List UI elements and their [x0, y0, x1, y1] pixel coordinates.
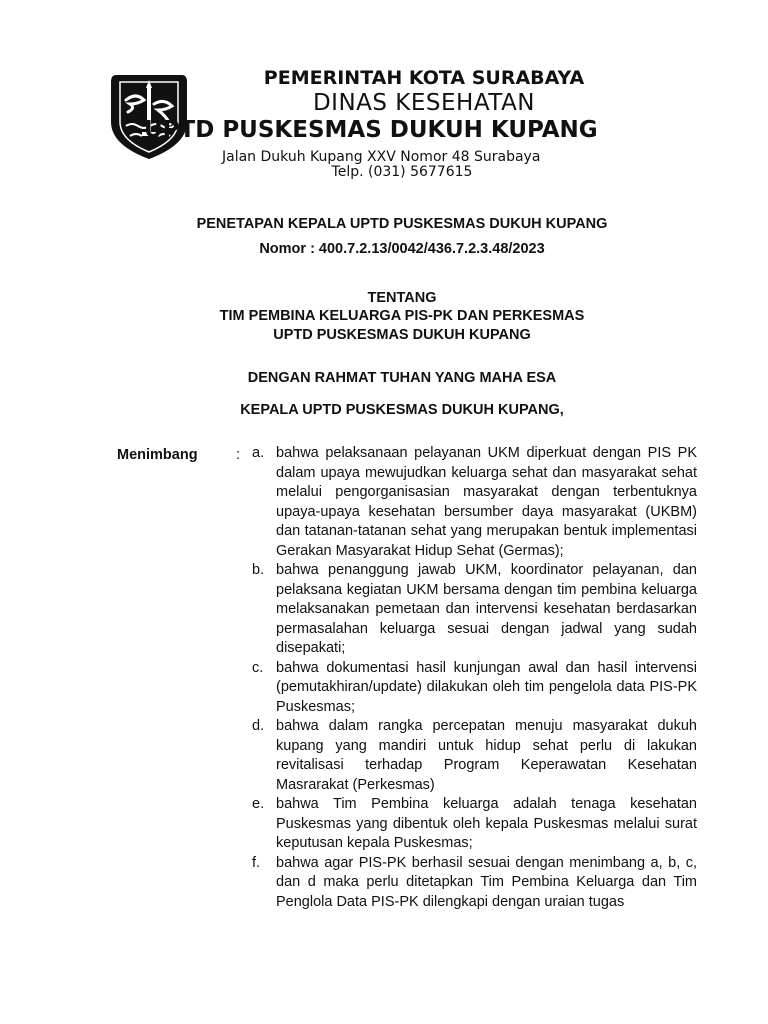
item-marker: d. [252, 718, 265, 734]
considerations-colon: : [236, 447, 241, 463]
consideration-item [248, 659, 697, 718]
item-marker: e. [252, 796, 265, 812]
item-marker: f. [252, 854, 261, 871]
consideration-item [248, 854, 697, 913]
item-text: bahwa penanggung jawab UKM, koordinator pelayanan, dan pelaksana kegiatan UKM bersama dengan tim pembina keluarga melaksanakan pemetaan dan intervensi kesehatan berdasarkan permasalahan keluarga sesuai dengan jadwal yang sudah disepakati; [276, 562, 697, 656]
item-text: bahwa dokumentasi hasil kunjungan awal dan hasil intervensi (pemutakhiran/update) dilakukan oleh tim pengelola data PIS-PK Puskesmas; [276, 659, 697, 715]
item-text: bahwa agar PIS-PK berhasil sesuai dengan menimbang a, b, c, dan d maka perlu ditetapkan Tim Pembina Keluarga dan Tim Penglola Data PIS-PK dilengkapi dengan uraian tugas [276, 854, 697, 910]
letterhead-government: PEMERINTAH KOTA SURABAYA [263, 67, 585, 89]
considerations-list [248, 444, 697, 912]
considerations-label: Menimbang [117, 447, 198, 463]
letterhead-institution: UPTD PUSKESMAS DUKUH KUPANG [144, 117, 598, 143]
decree-blessing: DENGAN RAHMAT TUHAN YANG MAHA ESA [247, 370, 557, 386]
item-marker: b. [252, 562, 265, 578]
decree-subject-line-1: TIM PEMBINA KELUARGA PIS-PK DAN PERKESMAS [219, 308, 585, 324]
consideration-item [248, 561, 697, 659]
letterhead-phone: Telp. (031) 5677615 [331, 164, 473, 180]
decree-about: TENTANG [367, 290, 437, 306]
letterhead-address: Jalan Dukuh Kupang XXV Nomor 48 Surabaya [222, 149, 541, 165]
consideration-item [248, 717, 697, 795]
item-text: bahwa Tim Pembina keluarga adalah tenaga kesehatan Puskesmas yang dibentuk oleh kepala Puskesmas melalui surat keputusan kepala Puskesmas; [276, 796, 697, 851]
item-marker: c. [252, 659, 264, 676]
decree-title: PENETAPAN KEPALA UPTD PUSKESMAS DUKUH KUPANG [196, 216, 608, 232]
decree-authority: KEPALA UPTD PUSKESMAS DUKUH KUPANG, [240, 402, 564, 418]
decree-subject-line-2: UPTD PUSKESMAS DUKUH KUPANG [273, 327, 531, 343]
decree-number: Nomor : 400.7.2.13/0042/436.7.2.3.48/2023 [259, 241, 545, 257]
consideration-item [248, 795, 697, 854]
item-marker: a. [252, 445, 265, 461]
consideration-item [248, 444, 697, 561]
item-text: bahwa pelaksanaan pelayanan UKM diperkuat dengan PIS PK dalam upaya mewujudkan keluarga sehat dan masyarakat sehat melalui pengorganisasian masyarakat dengan terbentuknya upaya-upaya kesehatan bersumber daya masyarakat (UKBM) dan tatanan-tatanan sehat yang merupakan bentuk implementasi Gerakan Masyarakat Hidup Sehat (Germas); [276, 445, 697, 559]
letterhead-department: DINAS KESEHATAN [312, 90, 536, 116]
item-text: bahwa dalam rangka percepatan menuju masyarakat dukuh kupang yang mandiri untuk hidup sehat perlu di lakukan revitalisasi terhadap Program Keperawatan Kesehatan Masrarakat (Perkesmas) [276, 718, 697, 793]
